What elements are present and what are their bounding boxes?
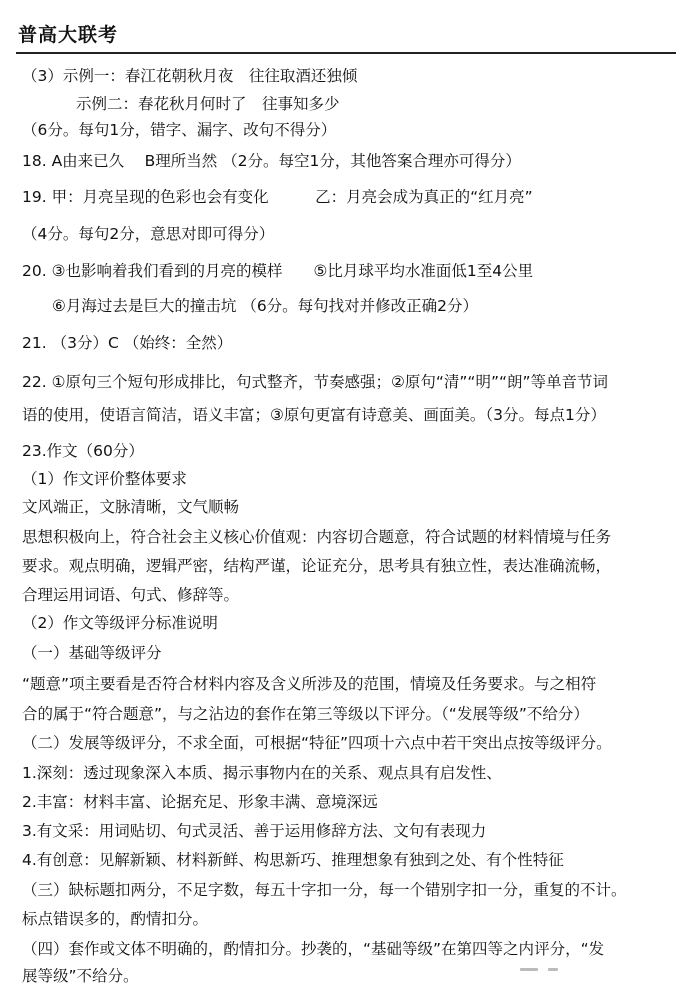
- text-line: 22. ①原句三个短句形成排比，句式整齐，节奏感强；②原句“清”“明”“朗”等单音节词: [22, 373, 609, 391]
- text-line: 1.深刻：透过现象深入本质、揭示事物内在的关系、观点具有启发性、: [22, 764, 502, 782]
- text-line: 2.丰富：材料丰富、论据充足、形象丰满、意境深远: [22, 793, 378, 811]
- text-line: （三）缺标题扣两分，不足字数，每五十字扣一分，每一个错别字扣一分，重复的不计。: [22, 881, 627, 899]
- text-line: 合的属于“符合题意”，与之沾边的套作在第三等级以下评分。（“发展等级”不给分）: [22, 705, 589, 723]
- text-line: 4.有创意：见解新颖、材料新鲜、构思新巧、推理想象有独到之处、有个性特征: [22, 851, 564, 869]
- text-line: 19. 甲：月亮呈现的色彩也会有变化 乙：月亮会成为真正的“红月亮”: [22, 188, 533, 206]
- text-line: （四）套作或文体不明确的，酌情扣分。抄袭的，“基础等级”在第四等之内评分，“发: [22, 940, 605, 958]
- page-header: [16, 14, 676, 54]
- text-line: “题意”项主要看是否符合材料内容及含义所涉及的范围，情境及任务要求。与之相符: [22, 675, 597, 693]
- text-line: （1）作文评价整体要求: [22, 470, 187, 488]
- text-line: 18. A由来已久 B理所当然 （2分。每空1分，其他答案合理亦可得分）: [22, 152, 521, 170]
- text-line: 文风端正，文脉清晰，文气顺畅: [22, 498, 240, 516]
- text-line: （6分。每句1分，错字、漏字、改句不得分）: [22, 121, 337, 139]
- text-line: 20. ③也影响着我们看到的月亮的模样 ⑤比月球平均水准面低1至4公里: [22, 262, 534, 280]
- text-line: 21. （3分）C （始终：全然）: [22, 334, 233, 352]
- text-line: （3）示例一：春江花朝秋月夜 往往取酒还独倾: [22, 67, 358, 85]
- scan-artifact: [520, 968, 538, 971]
- text-line: 思想积极向上，符合社会主义核心价值观：内容切合题意，符合试题的材料情境与任务: [22, 528, 612, 546]
- text-line: 要求。观点明确，逻辑严密，结构严谨，论证充分，思考具有独立性，表达准确流畅，: [22, 557, 612, 575]
- text-line: （一）基础等级评分: [22, 644, 162, 662]
- text-line: （二）发展等级评分，不求全面，可根据“特征”四项十六点中若干突出点按等级评分。: [22, 734, 612, 752]
- text-line: ⑥月海过去是巨大的撞击坑 （6分。每句找对并修改正确2分）: [52, 297, 479, 315]
- text-line: 标点错误多的，酌情扣分。: [22, 910, 209, 928]
- text-line: 合理运用词语、句式、修辞等。: [22, 586, 240, 604]
- text-line: 语的使用，使语言简洁，语义丰富；③原句更富有诗意美、画面美。（3分。每点1分）: [22, 406, 606, 424]
- header-title: 普高大联考: [18, 24, 119, 46]
- text-line: （2）作文等级评分标准说明: [22, 614, 218, 632]
- text-line: 展等级”不给分。: [22, 967, 139, 985]
- text-line: 3.有文采：用词贴切、句式灵活、善于运用修辞方法、文句有表现力: [22, 822, 487, 840]
- text-line: （4分。每句2分，意思对即可得分）: [22, 225, 275, 243]
- text-line: 23.作文（60分）: [22, 442, 144, 460]
- scan-artifact: [548, 968, 558, 971]
- text-line: 示例二：春花秋月何时了 往事知多少: [76, 95, 340, 113]
